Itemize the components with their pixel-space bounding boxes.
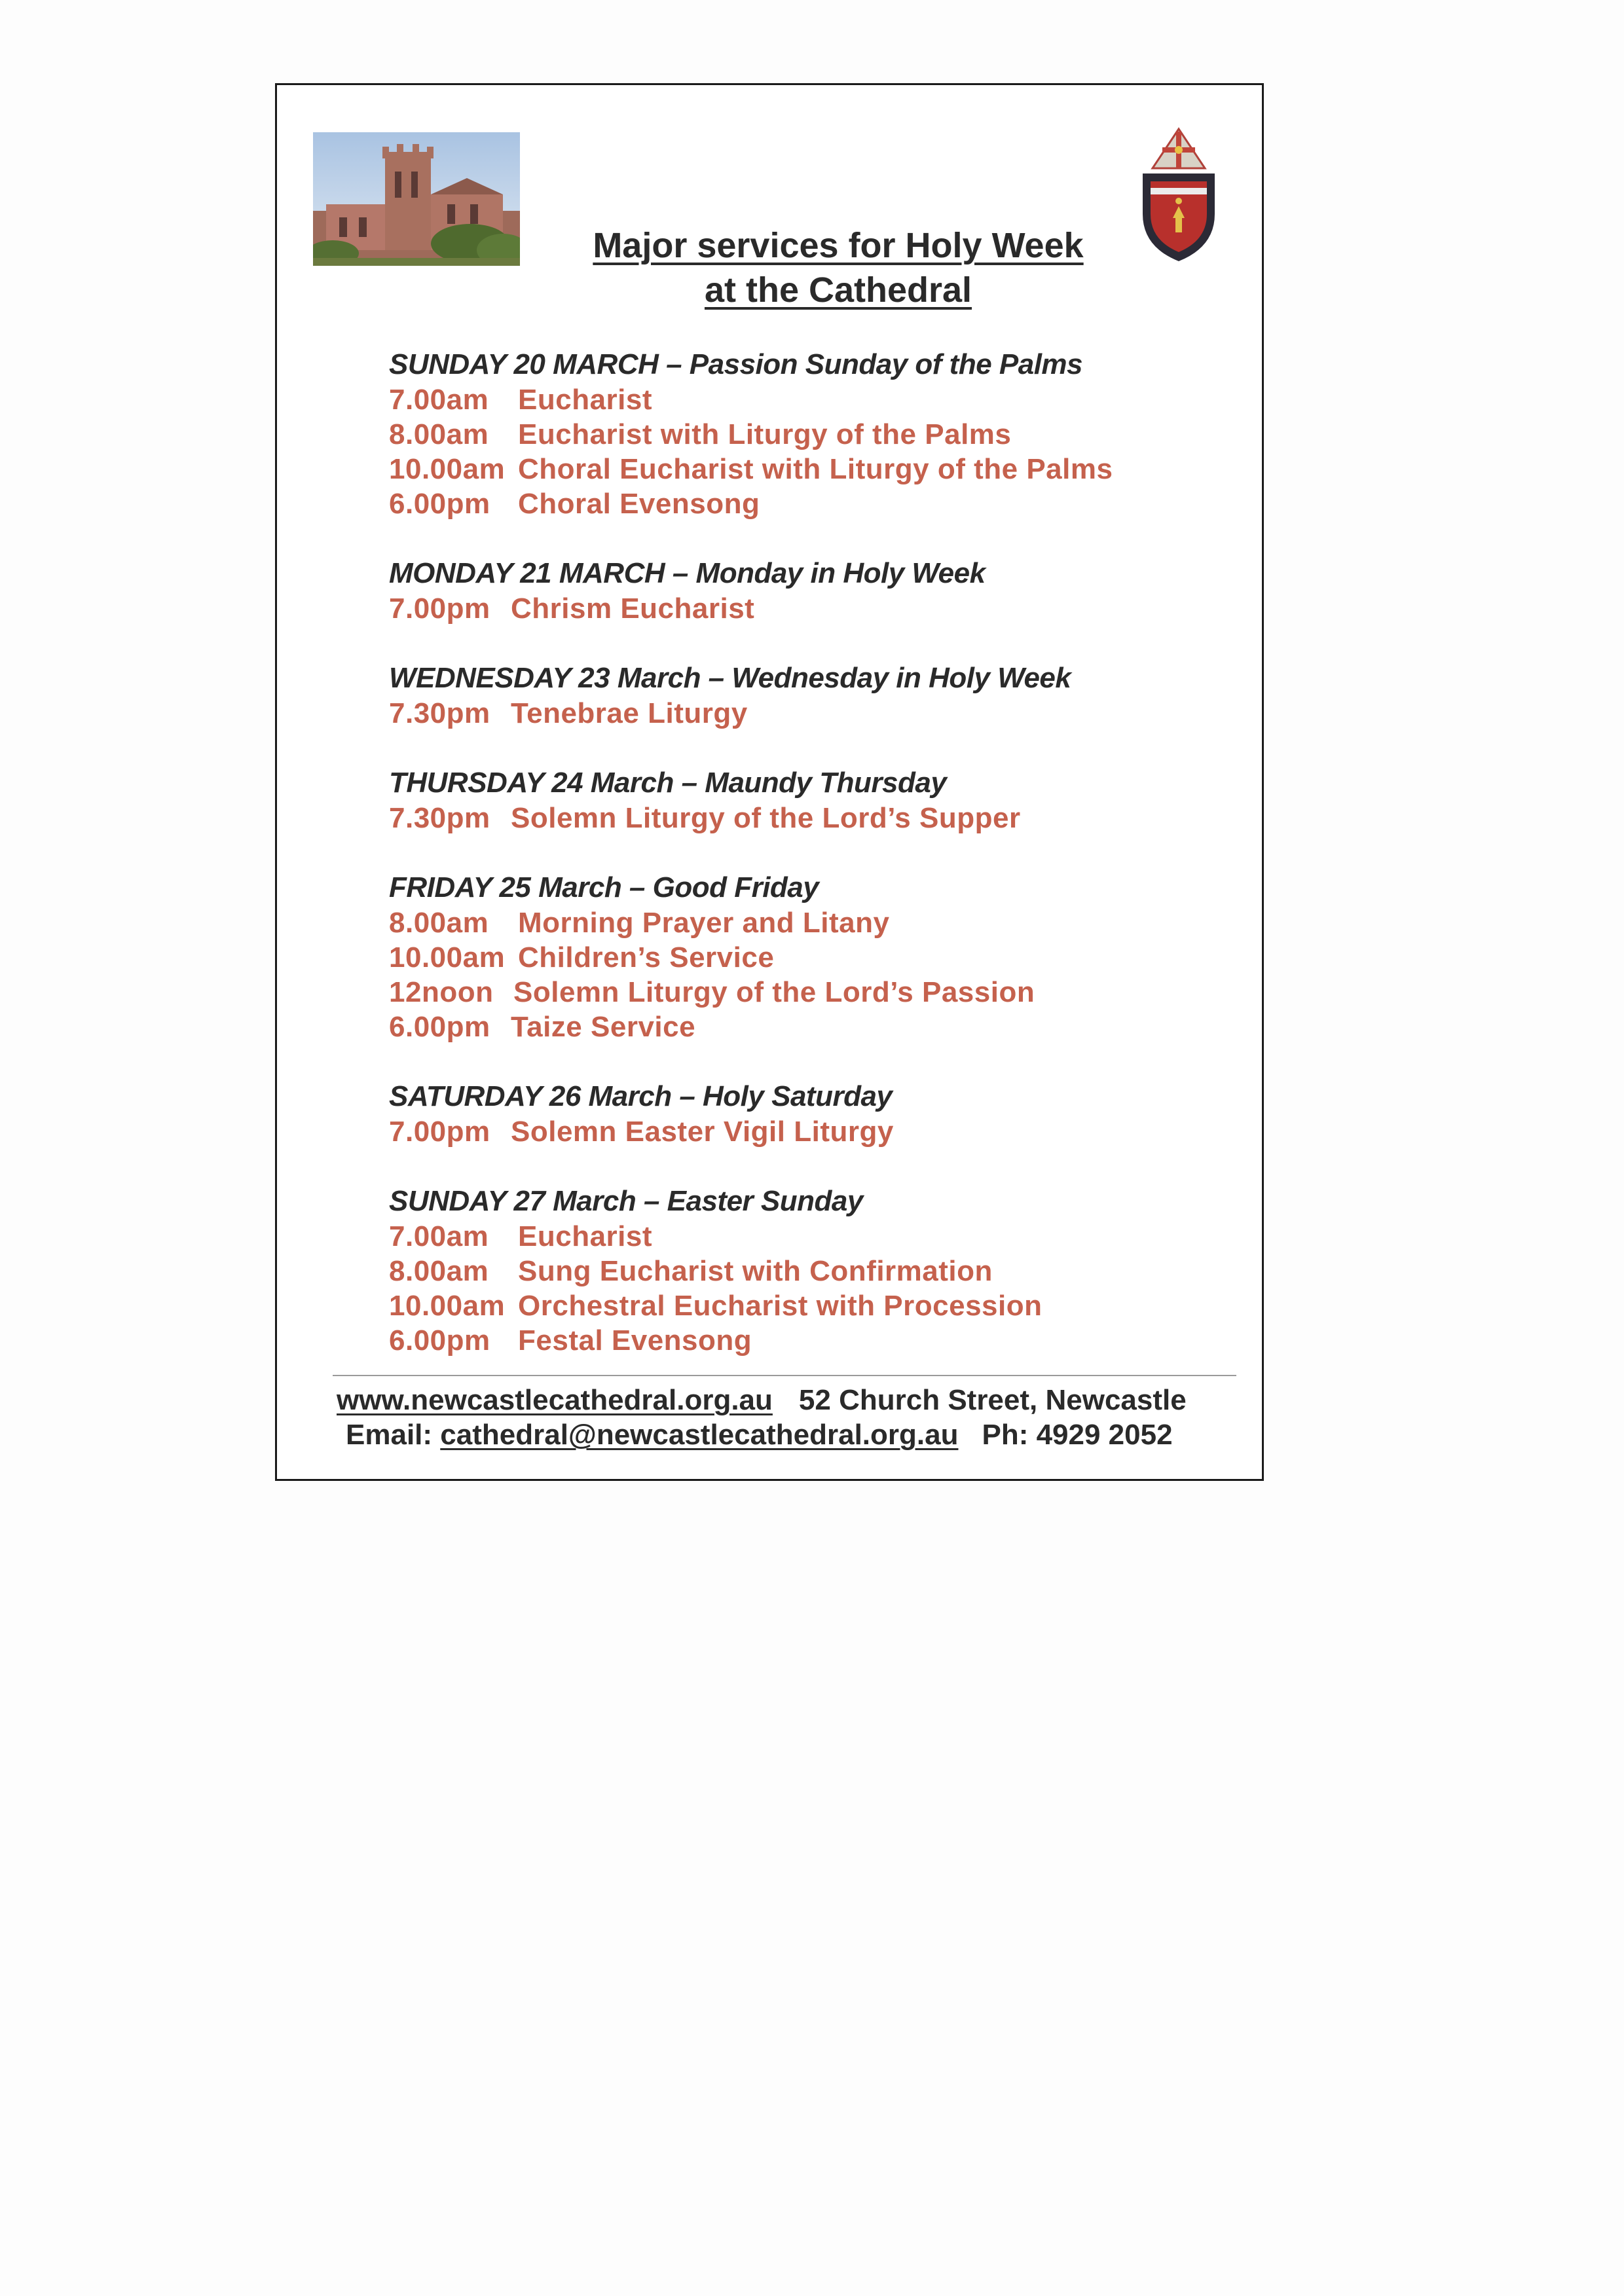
diocese-crest-icon xyxy=(1130,122,1228,266)
service-row xyxy=(389,1219,1240,1254)
service-time: 6.00pm xyxy=(389,488,490,520)
day-block-sunday-27 xyxy=(389,1184,1240,1358)
service-time: 6.00pm xyxy=(389,1324,490,1357)
service-time: 10.00am xyxy=(389,1290,506,1322)
day-heading: FRIDAY 25 March – Good Friday xyxy=(389,871,819,903)
service-name: Sung Eucharist with Confirmation xyxy=(518,1255,993,1287)
service-row xyxy=(389,1323,1240,1358)
day-heading: SUNDAY 20 MARCH – Passion Sunday of the Palms xyxy=(389,348,1083,380)
day-block-friday-25 xyxy=(389,870,1240,1044)
service-name: Taize Service xyxy=(511,1011,696,1043)
email-label: Email: xyxy=(346,1419,433,1451)
day-heading: SATURDAY 26 March – Holy Saturday xyxy=(389,1080,893,1112)
day-heading: THURSDAY 24 March – Maundy Thursday xyxy=(389,767,947,799)
website-link[interactable]: www.newcastlecathedral.org.au xyxy=(337,1384,773,1416)
day-block-monday-21 xyxy=(389,556,1240,626)
service-name: Eucharist with Liturgy of the Palms xyxy=(518,418,1012,450)
page-title: Major services for Holy Week xyxy=(593,226,1084,265)
day-block-thursday-24 xyxy=(389,765,1240,835)
cathedral-photo xyxy=(313,132,520,266)
service-row xyxy=(389,696,1240,731)
service-row xyxy=(389,905,1240,940)
service-row xyxy=(389,382,1240,417)
address-text: 52 Church Street, Newcastle xyxy=(798,1384,1187,1416)
email-link[interactable]: cathedral@newcastlecathedral.org.au xyxy=(440,1419,959,1451)
service-name: Solemn Easter Vigil Liturgy xyxy=(511,1116,894,1148)
service-time: 10.00am xyxy=(389,453,506,485)
service-row xyxy=(389,1288,1240,1323)
service-time: 7.00am xyxy=(389,384,489,416)
service-row xyxy=(389,486,1240,521)
service-name: Choral Evensong xyxy=(518,488,760,520)
service-row xyxy=(389,940,1240,975)
service-time: 12noon xyxy=(389,976,494,1008)
service-row xyxy=(389,452,1240,486)
service-name: Morning Prayer and Litany xyxy=(518,907,890,939)
service-time: 7.30pm xyxy=(389,697,490,729)
service-name: Children’s Service xyxy=(518,941,775,974)
service-name: Chrism Eucharist xyxy=(511,592,755,625)
service-schedule xyxy=(389,347,1240,1393)
service-time: 7.30pm xyxy=(389,802,490,834)
service-name: Orchestral Eucharist with Procession xyxy=(518,1290,1043,1322)
service-name: Solemn Liturgy of the Lord’s Passion xyxy=(513,976,1035,1008)
page-subtitle: at the Cathedral xyxy=(704,270,972,310)
service-name: Eucharist xyxy=(518,1220,653,1252)
footer-divider xyxy=(333,1375,1236,1376)
phone-text: Ph: 4929 2052 xyxy=(982,1419,1173,1451)
service-name: Solemn Liturgy of the Lord’s Supper xyxy=(511,802,1021,834)
service-name: Festal Evensong xyxy=(518,1324,752,1357)
service-name: Tenebrae Liturgy xyxy=(511,697,748,729)
service-time: 6.00pm xyxy=(389,1011,490,1043)
service-row xyxy=(389,1114,1240,1149)
service-time: 8.00am xyxy=(389,1255,489,1287)
service-name: Choral Eucharist with Liturgy of the Palms xyxy=(518,453,1113,485)
service-row xyxy=(389,801,1240,835)
day-heading: SUNDAY 27 March – Easter Sunday xyxy=(389,1185,863,1217)
service-row xyxy=(389,417,1240,452)
footer-email-line xyxy=(346,1419,1173,1451)
footer-contact-line xyxy=(337,1384,1187,1417)
service-row xyxy=(389,975,1240,1010)
day-block-sunday-20 xyxy=(389,347,1240,521)
service-time: 8.00am xyxy=(389,907,489,939)
day-block-wednesday-23 xyxy=(389,661,1240,731)
service-time: 10.00am xyxy=(389,941,506,974)
service-time: 7.00pm xyxy=(389,1116,490,1148)
day-heading: WEDNESDAY 23 March – Wednesday in Holy Week xyxy=(389,662,1071,694)
service-name: Eucharist xyxy=(518,384,653,416)
day-block-saturday-26 xyxy=(389,1079,1240,1149)
service-row xyxy=(389,1010,1240,1044)
service-row xyxy=(389,1254,1240,1288)
service-time: 7.00am xyxy=(389,1220,489,1252)
service-row xyxy=(389,591,1240,626)
service-time: 8.00am xyxy=(389,418,489,450)
service-time: 7.00pm xyxy=(389,592,490,625)
day-heading: MONDAY 21 MARCH – Monday in Holy Week xyxy=(389,557,986,589)
